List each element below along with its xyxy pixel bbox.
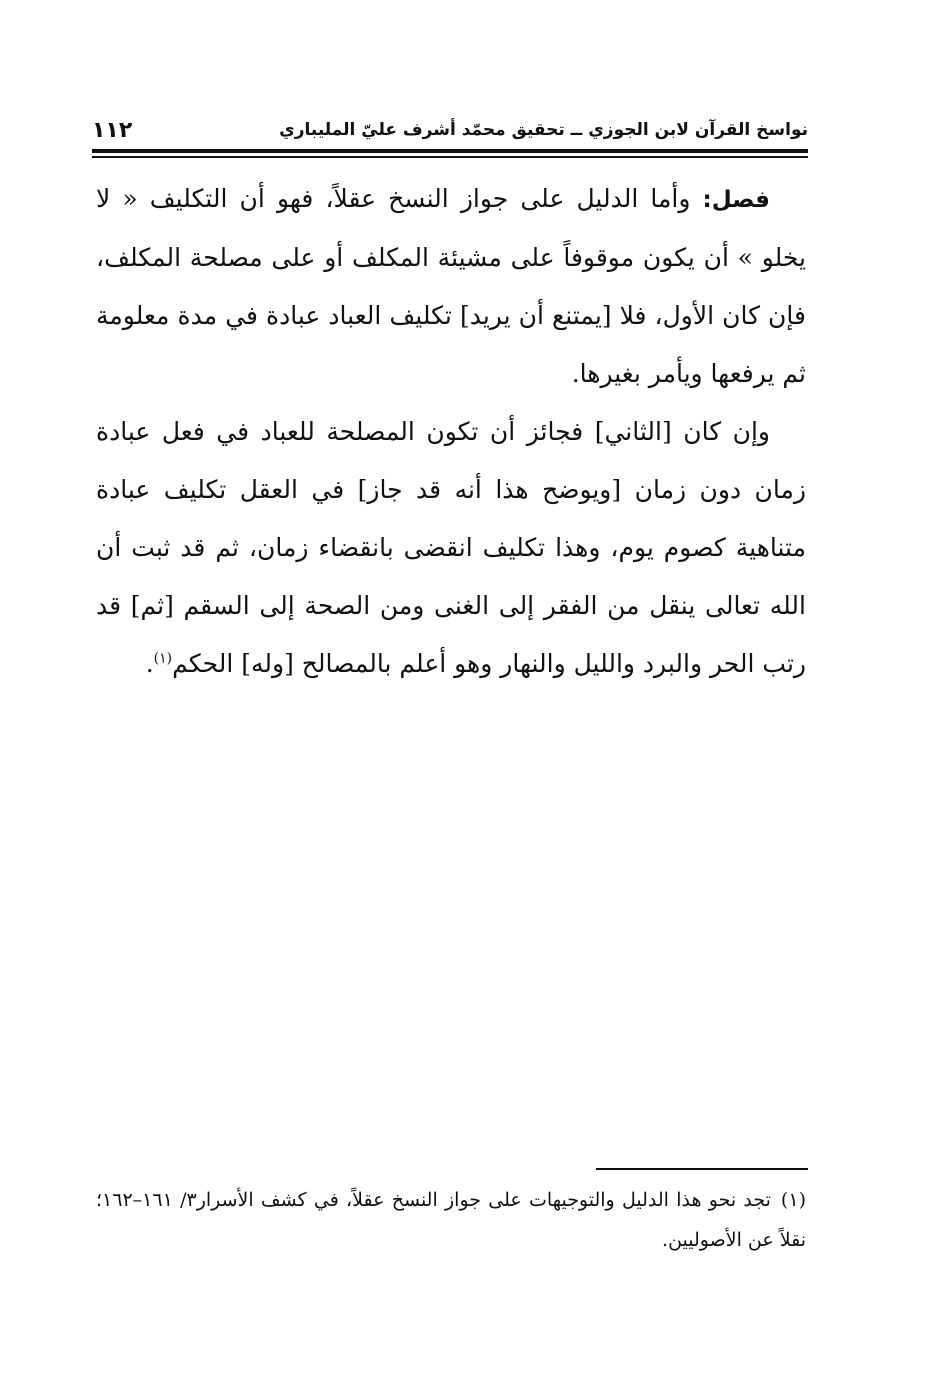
footnote — [96, 1180, 806, 1260]
footnote-text: تجد نحو هذا الدليل والتوجيهات على جواز النسخ عقلاً، في كشف الأسرار٣/ ١٦١–١٦٢؛ نقلاً عن الأصوليين. — [96, 1189, 806, 1251]
footnote-reference[interactable]: (١) — [153, 650, 173, 667]
paragraph-2-end: . — [145, 649, 154, 678]
main-text — [96, 170, 806, 693]
paragraph-1-text: وأما الدليل على جواز النسخ عقلاً، فهو أن التكليف « لا يخلو » أن يكون موقوفاً على مشيئة المكلف أو على مصلحة المكلف، فإن كان الأول، فلا [يمتنع أن يريد] تكليف العباد عبادة في مدة معلومة ثم يرفعها ويأمر بغيرها. — [96, 184, 806, 388]
footnote-separator — [596, 1168, 808, 1170]
book-title: نواسخ القرآن لابن الجوزي ــ تحقيق محمّد أشرف عليّ المليباري — [279, 120, 808, 140]
section-keyword: فصل: — [702, 187, 770, 213]
paragraph-2 — [96, 403, 806, 693]
footnote-marker: (١) — [780, 1189, 806, 1211]
paragraph-2-text: وإن كان [الثاني] فجائز أن تكون المصلحة للعباد في فعل عبادة زمان دون زمان [ويوضح هذا أنه قد جاز] في العقل تكليف عبادة متناهية كصوم يوم، وهذا تكليف انقضى بانقضاء زمان، ثم قد ثبت أن الله تعالى ينقل من الفقر إلى الغنى ومن الصحة إلى السقم [ثم] قد رتب الحر والبرد والليل والنهار وهو أعلم بالمصالح [وله] الحكم — [96, 417, 807, 678]
header-rule-thick — [92, 149, 808, 153]
header-rule-thin — [92, 156, 808, 158]
paragraph-1 — [96, 170, 806, 403]
running-header — [92, 112, 808, 148]
page-number: ١١٢ — [92, 117, 133, 143]
